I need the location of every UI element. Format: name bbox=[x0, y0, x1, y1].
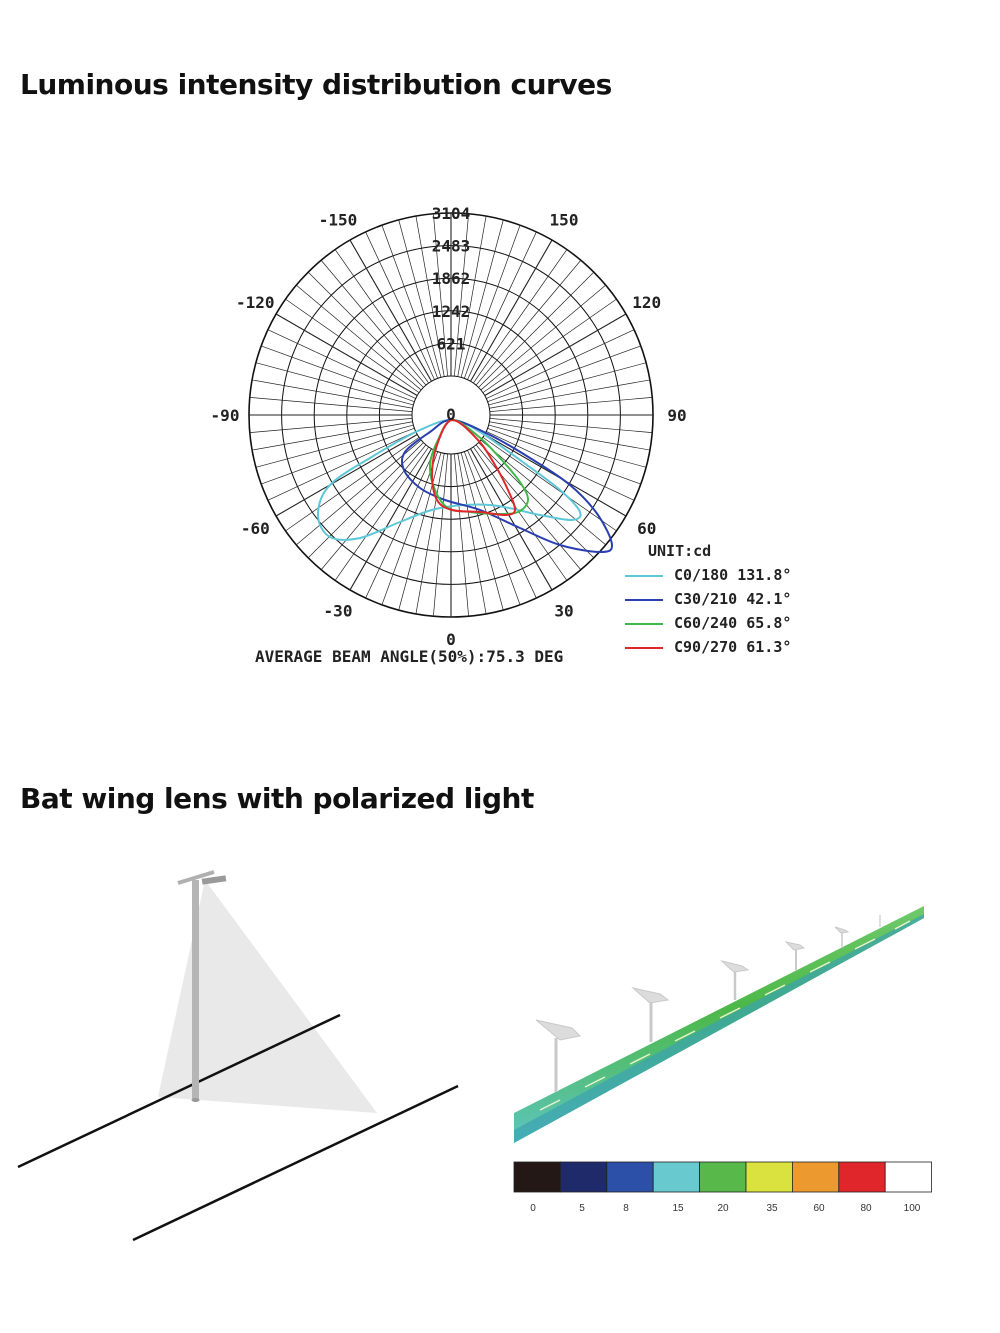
angle-tick-label: 90 bbox=[667, 406, 687, 425]
grid-spoke bbox=[268, 431, 416, 500]
scale-swatch bbox=[839, 1162, 885, 1192]
grid-spoke bbox=[479, 272, 594, 387]
grid-spoke bbox=[382, 225, 438, 378]
grid-spoke bbox=[458, 453, 486, 614]
grid-spoke bbox=[490, 397, 652, 411]
grid-spoke bbox=[483, 299, 617, 392]
scale-swatch bbox=[607, 1162, 653, 1192]
grid-spoke bbox=[467, 450, 536, 598]
polar-intensity-diagram bbox=[0, 180, 1000, 680]
legend-label: C30/210 42.1° bbox=[674, 590, 792, 608]
scale-swatch bbox=[792, 1162, 838, 1192]
scale-swatch bbox=[514, 1162, 560, 1192]
angle-tick-label: -150 bbox=[318, 210, 358, 230]
grid-spoke bbox=[250, 418, 412, 432]
grid-spoke bbox=[366, 232, 435, 380]
angle-tick-label: -30 bbox=[323, 601, 353, 621]
grid-spoke bbox=[261, 428, 414, 484]
scale-value-label: 35 bbox=[766, 1203, 778, 1214]
light-cone bbox=[158, 880, 377, 1113]
grid-spoke bbox=[335, 447, 428, 581]
legend-label: C90/270 61.3° bbox=[674, 638, 792, 656]
angle-tick-label: -60 bbox=[240, 519, 270, 538]
grid-spoke bbox=[321, 260, 426, 385]
scale-swatch bbox=[746, 1162, 792, 1192]
grid-spoke bbox=[382, 452, 438, 605]
grid-spoke bbox=[433, 454, 447, 616]
grid-spoke bbox=[256, 363, 413, 405]
angle-tick-label: 30 bbox=[554, 601, 574, 621]
unit-label: UNIT:cd bbox=[648, 542, 712, 560]
road-shadow-edge bbox=[514, 914, 924, 1143]
grid-spoke bbox=[399, 453, 441, 610]
grid-spoke bbox=[476, 260, 581, 385]
polar-legend bbox=[625, 566, 791, 656]
scale-value-label: 100 bbox=[903, 1203, 921, 1214]
grid-spoke bbox=[286, 437, 420, 530]
scale-swatch bbox=[560, 1162, 606, 1192]
luminaire-head bbox=[202, 875, 227, 884]
intensity-section-title: Luminous intensity distribution curves bbox=[20, 68, 612, 101]
grid-spoke bbox=[481, 285, 606, 390]
grid-spoke bbox=[464, 225, 520, 378]
angle-tick-label: -90 bbox=[210, 406, 240, 425]
road-edge-near bbox=[133, 1086, 458, 1240]
grid-spoke bbox=[268, 330, 416, 399]
angle-tick-label: 120 bbox=[632, 293, 662, 312]
angle-tick-label: 150 bbox=[549, 210, 579, 230]
grid-spoke bbox=[308, 272, 423, 387]
scale-value-label: 8 bbox=[623, 1203, 629, 1214]
illuminance-color-scale bbox=[505, 1155, 945, 1225]
radial-tick-label: 2483 bbox=[431, 236, 471, 256]
street-light-poles bbox=[536, 915, 880, 1092]
pole bbox=[192, 880, 199, 1100]
legend-label: C0/180 131.8° bbox=[674, 566, 792, 584]
grid-spoke bbox=[476, 445, 581, 570]
angle-tick-label: 0 bbox=[446, 630, 456, 649]
grid-spoke bbox=[461, 453, 503, 610]
scale-swatch bbox=[885, 1162, 931, 1192]
angle-tick-label: 60 bbox=[637, 519, 657, 538]
radial-tick-label: 3104 bbox=[431, 204, 471, 223]
grid-spoke bbox=[489, 380, 650, 408]
grid-spoke bbox=[252, 380, 413, 408]
radial-tick-label: 1862 bbox=[431, 269, 471, 289]
grid-spoke bbox=[473, 250, 566, 384]
average-beam-angle: AVERAGE BEAM ANGLE(50%):75.3 DEG bbox=[255, 647, 564, 666]
angle-tick-label: -120 bbox=[236, 293, 275, 312]
scale-value-label: 80 bbox=[860, 1203, 872, 1214]
grid-spoke bbox=[486, 330, 634, 399]
intensity-curve-1 bbox=[318, 420, 581, 540]
grid-spoke bbox=[490, 418, 652, 432]
scale-value-label: 5 bbox=[579, 1203, 585, 1214]
grid-spoke bbox=[250, 397, 412, 411]
scale-swatch bbox=[700, 1162, 746, 1192]
grid-spoke bbox=[261, 346, 414, 402]
grid-spoke bbox=[481, 440, 606, 545]
grid-spoke bbox=[454, 454, 468, 616]
grid-spoke bbox=[366, 450, 435, 598]
grid-spoke bbox=[321, 445, 426, 570]
grid-spoke bbox=[488, 428, 641, 484]
scale-value-label: 20 bbox=[717, 1203, 729, 1214]
grid-spoke bbox=[489, 422, 650, 450]
street-illuminance-illustration bbox=[505, 900, 935, 1150]
radial-tick-label: 0 bbox=[446, 405, 456, 424]
legend-label: C60/240 65.8° bbox=[674, 614, 792, 632]
radial-tick-label: 621 bbox=[436, 334, 466, 354]
grid-spoke bbox=[335, 250, 428, 384]
scale-value-label: 60 bbox=[813, 1203, 825, 1214]
grid-spoke bbox=[467, 232, 536, 380]
scale-value-label: 0 bbox=[530, 1203, 536, 1214]
batwing-section-title: Bat wing lens with polarized light bbox=[20, 782, 534, 815]
scale-value-label: 15 bbox=[672, 1203, 684, 1214]
pole-base bbox=[192, 1098, 200, 1102]
radial-tick-label: 1242 bbox=[431, 301, 471, 321]
grid-spoke bbox=[479, 443, 594, 558]
grid-spoke bbox=[489, 363, 646, 405]
scale-swatch bbox=[653, 1162, 699, 1192]
single-pole-illustration bbox=[0, 860, 480, 1260]
grid-spoke bbox=[488, 346, 641, 402]
grid-spoke bbox=[296, 285, 421, 390]
grid-spoke bbox=[464, 452, 520, 605]
grid-spoke bbox=[286, 299, 420, 392]
